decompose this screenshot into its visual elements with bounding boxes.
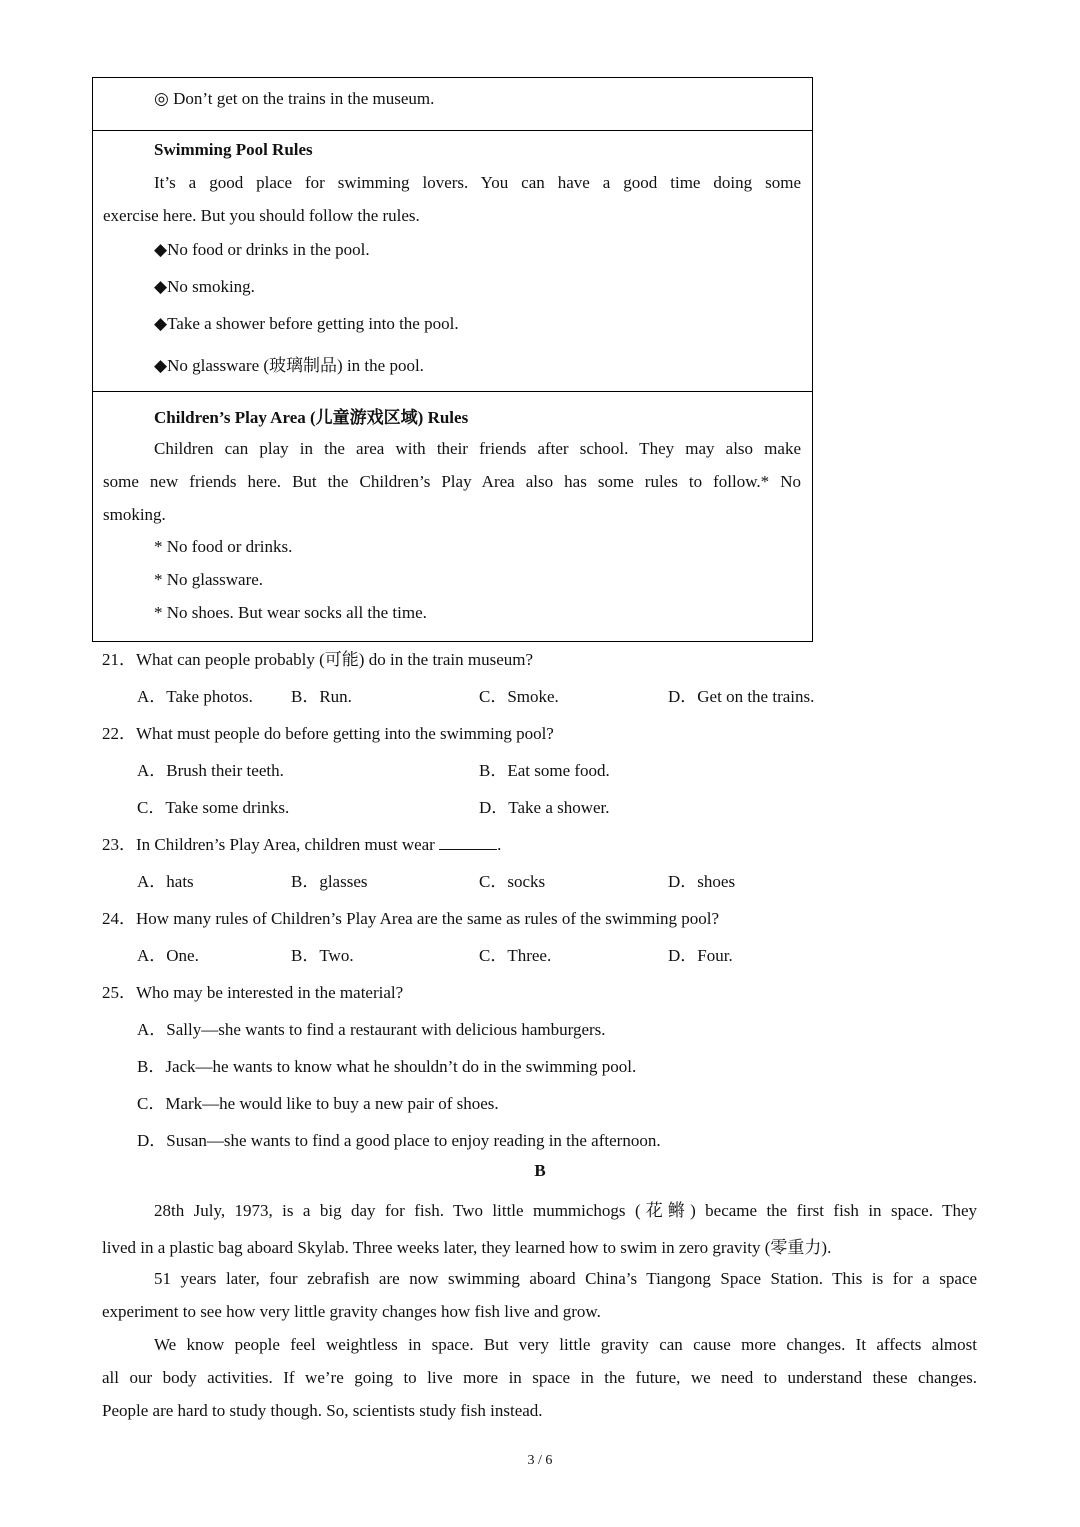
option-d: D．Get on the trains. — [668, 687, 815, 706]
question-23 — [102, 830, 501, 855]
pool-rule: ◆No glassware (玻璃制品) in the pool. — [154, 356, 424, 375]
option-b: B．Jack—he wants to know what he shouldn’t do in the swimming pool. — [137, 1057, 637, 1076]
play-area-rule: * No glassware. — [154, 570, 264, 589]
play-area-rule: * No shoes. But wear socks all the time. — [154, 603, 427, 622]
section-heading: B — [534, 1161, 546, 1180]
option-a: A．hats — [137, 872, 194, 891]
question-stem-end: . — [497, 835, 502, 854]
play-area-intro-line: smoking. — [103, 505, 166, 524]
passage-line: 28th July, 1973, is a big day for fish. Two little mummichogs (花鳉) became the first fish in space. They — [154, 1201, 977, 1220]
pool-rule: ◆Take a shower before getting into the pool. — [154, 314, 459, 333]
option-c: C．socks — [479, 872, 546, 891]
option-b: B．Two. — [291, 946, 354, 965]
pool-rules-title: Swimming Pool Rules — [154, 140, 313, 159]
question-22: 22．What must people do before getting into the swimming pool? — [102, 724, 554, 743]
option-a: A．Sally—she wants to find a restaurant with delicious hamburgers. — [137, 1020, 606, 1039]
option-c: C．Mark—he would like to buy a new pair of shoes. — [137, 1094, 499, 1113]
passage-line: all our body activities. If we’re going to live more in space in the future, we need to understand these changes. — [102, 1368, 977, 1387]
museum-rule: ◎ Don’t get on the trains in the museum. — [154, 89, 435, 108]
option-a: A．One. — [137, 946, 199, 965]
option-a: A．Brush their teeth. — [137, 761, 284, 780]
rules-table — [92, 77, 813, 642]
passage-line: People are hard to study though. So, scientists study fish instead. — [102, 1401, 543, 1420]
pool-rule: ◆No smoking. — [154, 277, 255, 296]
divider — [93, 130, 812, 131]
option-b: B．glasses — [291, 872, 368, 891]
question-21: 21．What can people probably (可能) do in the train museum? — [102, 650, 534, 669]
option-c: C．Three. — [479, 946, 552, 965]
answer-blank — [439, 835, 497, 850]
play-area-rule: * No food or drinks. — [154, 537, 293, 556]
pool-intro-line: exercise here. But you should follow the rules. — [103, 206, 420, 225]
option-a: A．Take photos. — [137, 687, 253, 706]
option-b: B．Run. — [291, 687, 352, 706]
question-25: 25．Who may be interested in the material? — [102, 983, 404, 1002]
passage-line: lived in a plastic bag aboard Skylab. Three weeks later, they learned how to swim in zero gravity (零重力). — [102, 1238, 832, 1257]
play-area-intro-line: some new friends here. But the Children’s Play Area also has some rules to follow.* No — [103, 472, 801, 491]
question-stem: 23．In Children’s Play Area, children must wear — [102, 835, 435, 854]
option-d: D．shoes — [668, 872, 736, 891]
option-d: D．Take a shower. — [479, 798, 610, 817]
pool-rule: ◆No food or drinks in the pool. — [154, 240, 370, 259]
option-d: D．Four. — [668, 946, 733, 965]
page-number: 3 / 6 — [527, 1453, 553, 1468]
pool-intro-line: It’s a good place for swimming lovers. You can have a good time doing some — [154, 173, 801, 192]
play-area-intro-line: Children can play in the area with their friends after school. They may also make — [154, 439, 801, 458]
divider — [93, 391, 812, 392]
question-24: 24．How many rules of Children’s Play Area are the same as rules of the swimming pool? — [102, 909, 720, 928]
option-b: B．Eat some food. — [479, 761, 610, 780]
option-c: C．Take some drinks. — [137, 798, 290, 817]
play-area-rules-title: Children’s Play Area (儿童游戏区域) Rules — [154, 408, 469, 427]
option-c: C．Smoke. — [479, 687, 559, 706]
passage-line: We know people feel weightless in space. But very little gravity can cause more changes. It affects almost — [154, 1335, 977, 1354]
option-d: D．Susan—she wants to find a good place to enjoy reading in the afternoon. — [137, 1131, 661, 1150]
passage-line: 51 years later, four zebrafish are now swimming aboard China’s Tiangong Space Station. This is for a space — [154, 1269, 977, 1288]
passage-line: experiment to see how very little gravity changes how fish live and grow. — [102, 1302, 601, 1321]
